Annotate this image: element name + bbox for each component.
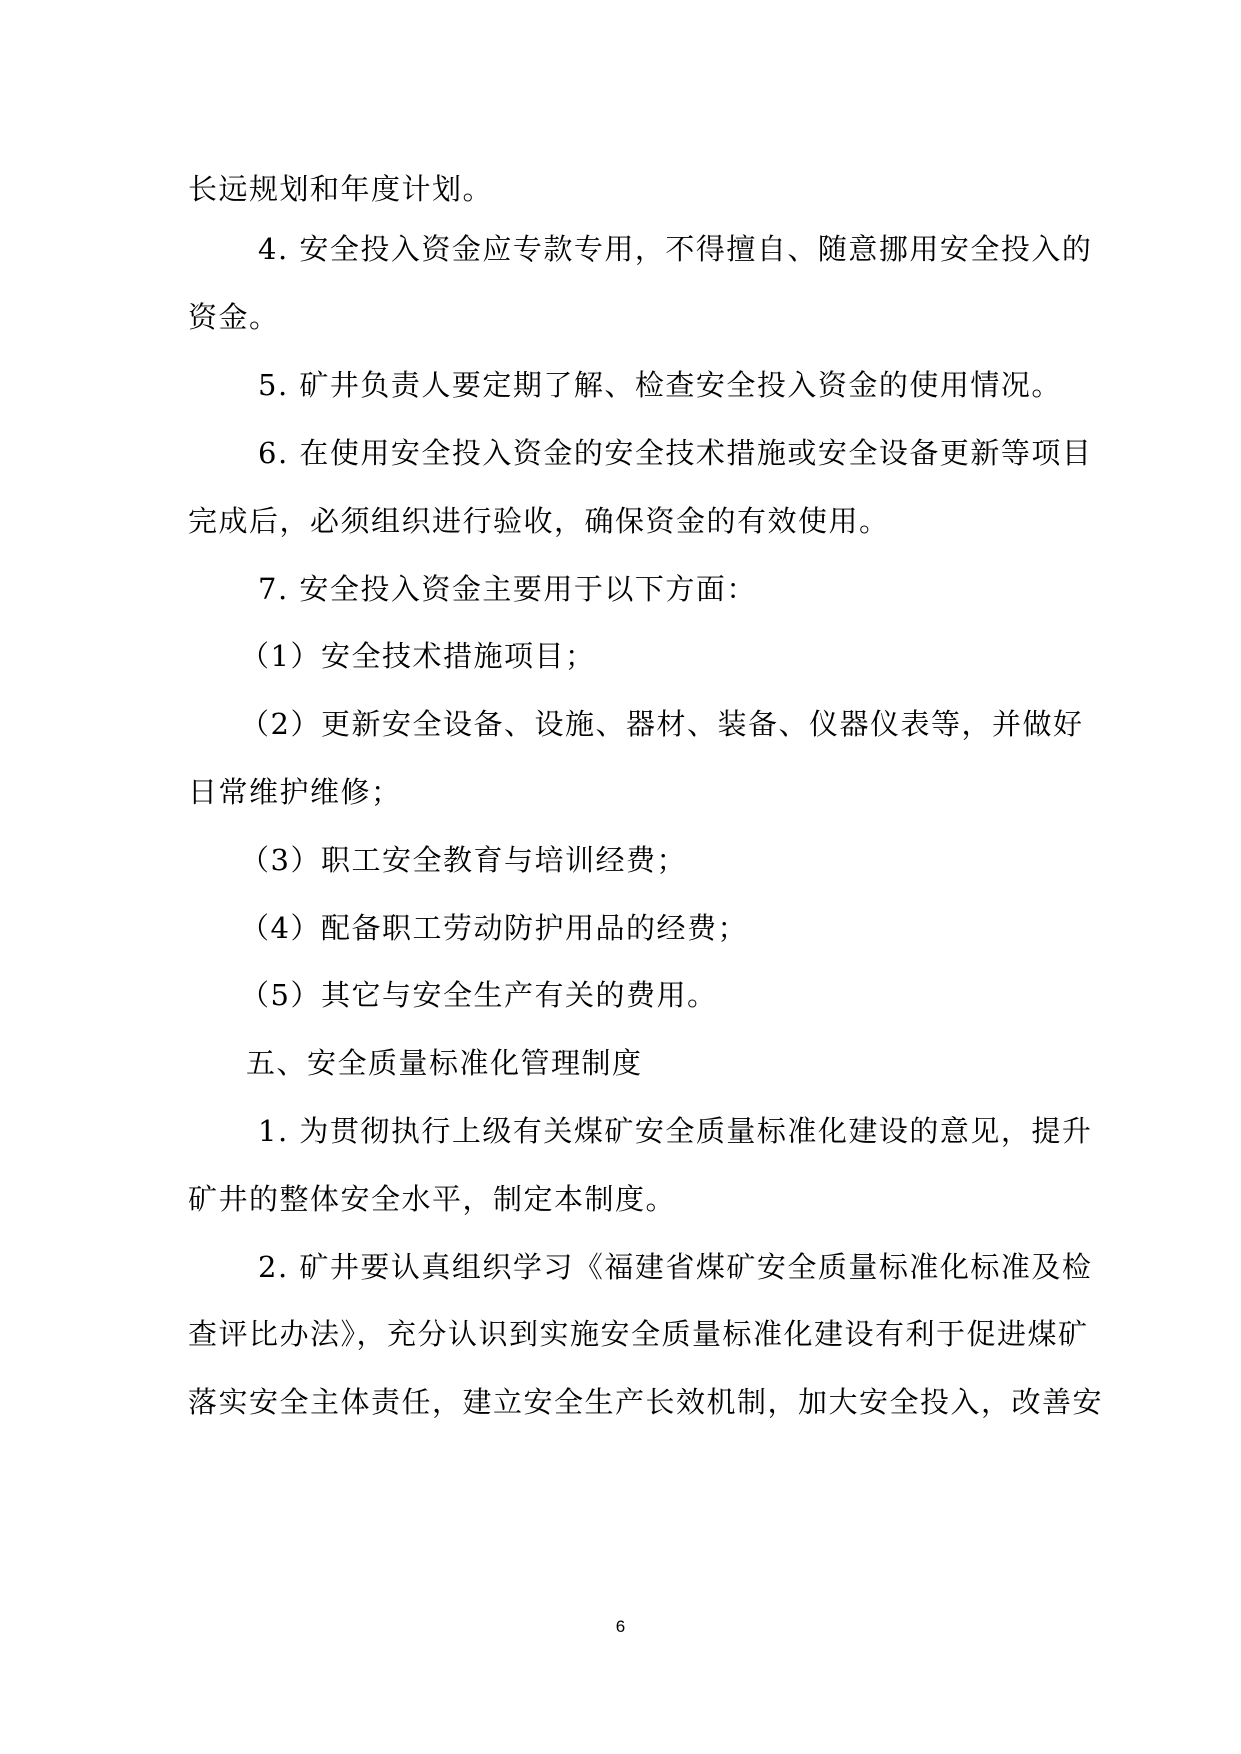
text-line: 1. 为贯彻执行上级有关煤矿安全质量标准化建设的意见，提升 — [258, 1114, 1093, 1148]
section-heading: 五、安全质量标准化管理制度 — [246, 1046, 643, 1080]
text-line: 资金。 — [188, 300, 280, 334]
text-line: （1）安全技术措施项目； — [240, 639, 596, 673]
text-line: 长远规划和年度计划。 — [188, 172, 494, 206]
text-line: 矿井的整体安全水平，制定本制度。 — [188, 1182, 677, 1216]
text-line: （3）职工安全教育与培训经费； — [240, 843, 687, 877]
text-line: （4）配备职工劳动防护用品的经费； — [240, 911, 748, 945]
text-line: 落实安全主体责任，建立安全生产长效机制，加大安全投入，改善安 — [188, 1385, 1104, 1419]
text-line: （2）更新安全设备、设施、器材、装备、仪器仪表等，并做好 — [240, 707, 1084, 741]
text-line: 2. 矿井要认真组织学习《福建省煤矿安全质量标准化标准及检 — [258, 1250, 1093, 1284]
text-line: 日常维护维修； — [188, 775, 402, 809]
text-line: 4. 安全投入资金应专款专用，不得擅自、随意挪用安全投入的 — [258, 232, 1093, 266]
text-line: 5. 矿井负责人要定期了解、检查安全投入资金的使用情况。 — [258, 368, 1062, 402]
text-line: （5）其它与安全生产有关的费用。 — [240, 978, 718, 1012]
page-number: 6 — [615, 1617, 626, 1636]
text-line: 6. 在使用安全投入资金的安全技术措施或安全设备更新等项目 — [258, 436, 1093, 470]
text-line: 7. 安全投入资金主要用于以下方面： — [258, 572, 757, 606]
text-line: 查评比办法》，充分认识到实施安全质量标准化建设有利于促进煤矿 — [188, 1317, 1089, 1351]
text-line: 完成后，必须组织进行验收，确保资金的有效使用。 — [188, 504, 890, 538]
